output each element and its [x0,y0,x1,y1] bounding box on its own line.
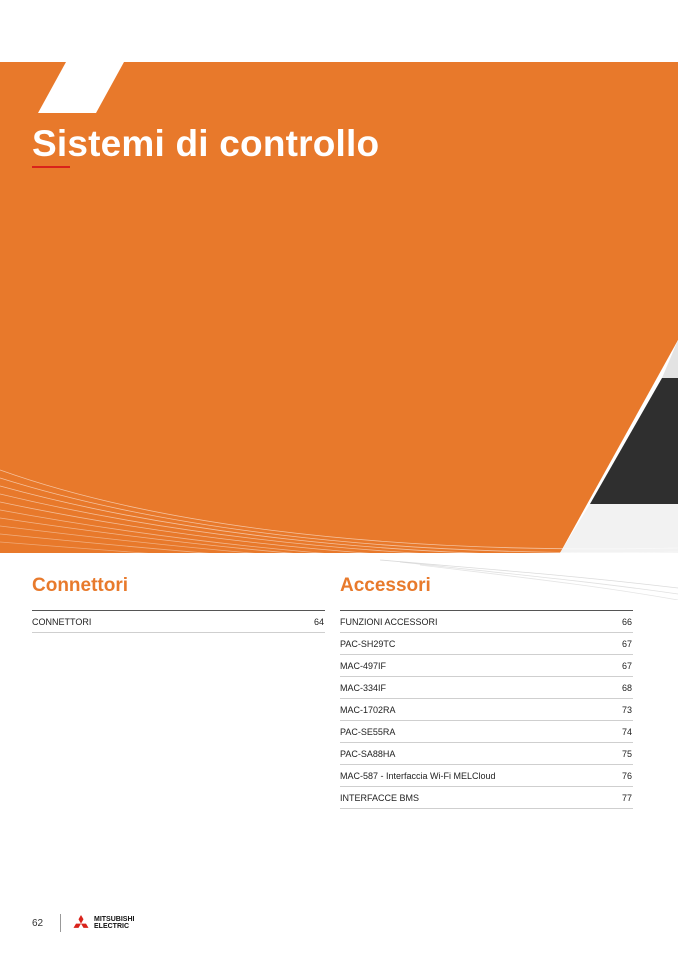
toc-page: 67 [621,660,632,671]
toc-row[interactable] [340,699,633,721]
toc-row[interactable] [340,677,633,699]
toc-page: 74 [621,726,632,737]
toc-page: 66 [621,616,632,627]
toc-label: PAC-SA88HA [340,748,396,759]
section-connettori [32,574,325,633]
toc-list [32,610,325,633]
toc-label: CONNETTORI [32,616,92,627]
toc-row[interactable] [32,611,325,633]
toc-label: MAC-334IF [340,682,387,693]
toc-label: PAC-SE55RA [340,726,396,737]
footer-divider [60,914,61,932]
mitsubishi-logo [71,915,134,932]
toc-page: 68 [621,682,632,693]
toc-label: MAC-497IF [340,660,387,671]
logo-line-1: MITSUBISHI [94,916,135,923]
three-diamonds-icon [71,915,91,932]
toc-page: 64 [313,616,324,627]
section-accessori [340,574,633,809]
toc-page: 75 [621,748,632,759]
toc-list [340,610,633,809]
page-number: 62 [32,917,44,929]
toc-row[interactable] [340,655,633,677]
toc-row[interactable] [340,721,633,743]
toc-row[interactable] [340,765,633,787]
section-title: Connettori [32,575,129,596]
page-footer [32,914,134,932]
toc-label: MAC-1702RA [340,704,396,715]
toc-row[interactable] [340,611,633,633]
toc-row[interactable] [340,633,633,655]
toc-page: 77 [621,792,632,803]
toc-row[interactable] [340,743,633,765]
toc-page: 67 [621,638,632,649]
logo-line-2: ELECTRIC [94,923,129,930]
title-underline [32,166,70,168]
toc-label: MAC-587 - Interfaccia Wi-Fi MELCloud [340,770,496,781]
toc-label: FUNZIONI ACCESSORI [340,616,438,627]
page-title: Sistemi di controllo [32,123,380,164]
toc-page: 73 [621,704,632,715]
section-title: Accessori [340,575,431,596]
toc-label: INTERFACCE BMS [340,792,420,803]
toc-page: 76 [621,770,632,781]
toc-row[interactable] [340,787,633,809]
toc-label: PAC-SH29TC [340,638,396,649]
logo-text [94,916,134,930]
